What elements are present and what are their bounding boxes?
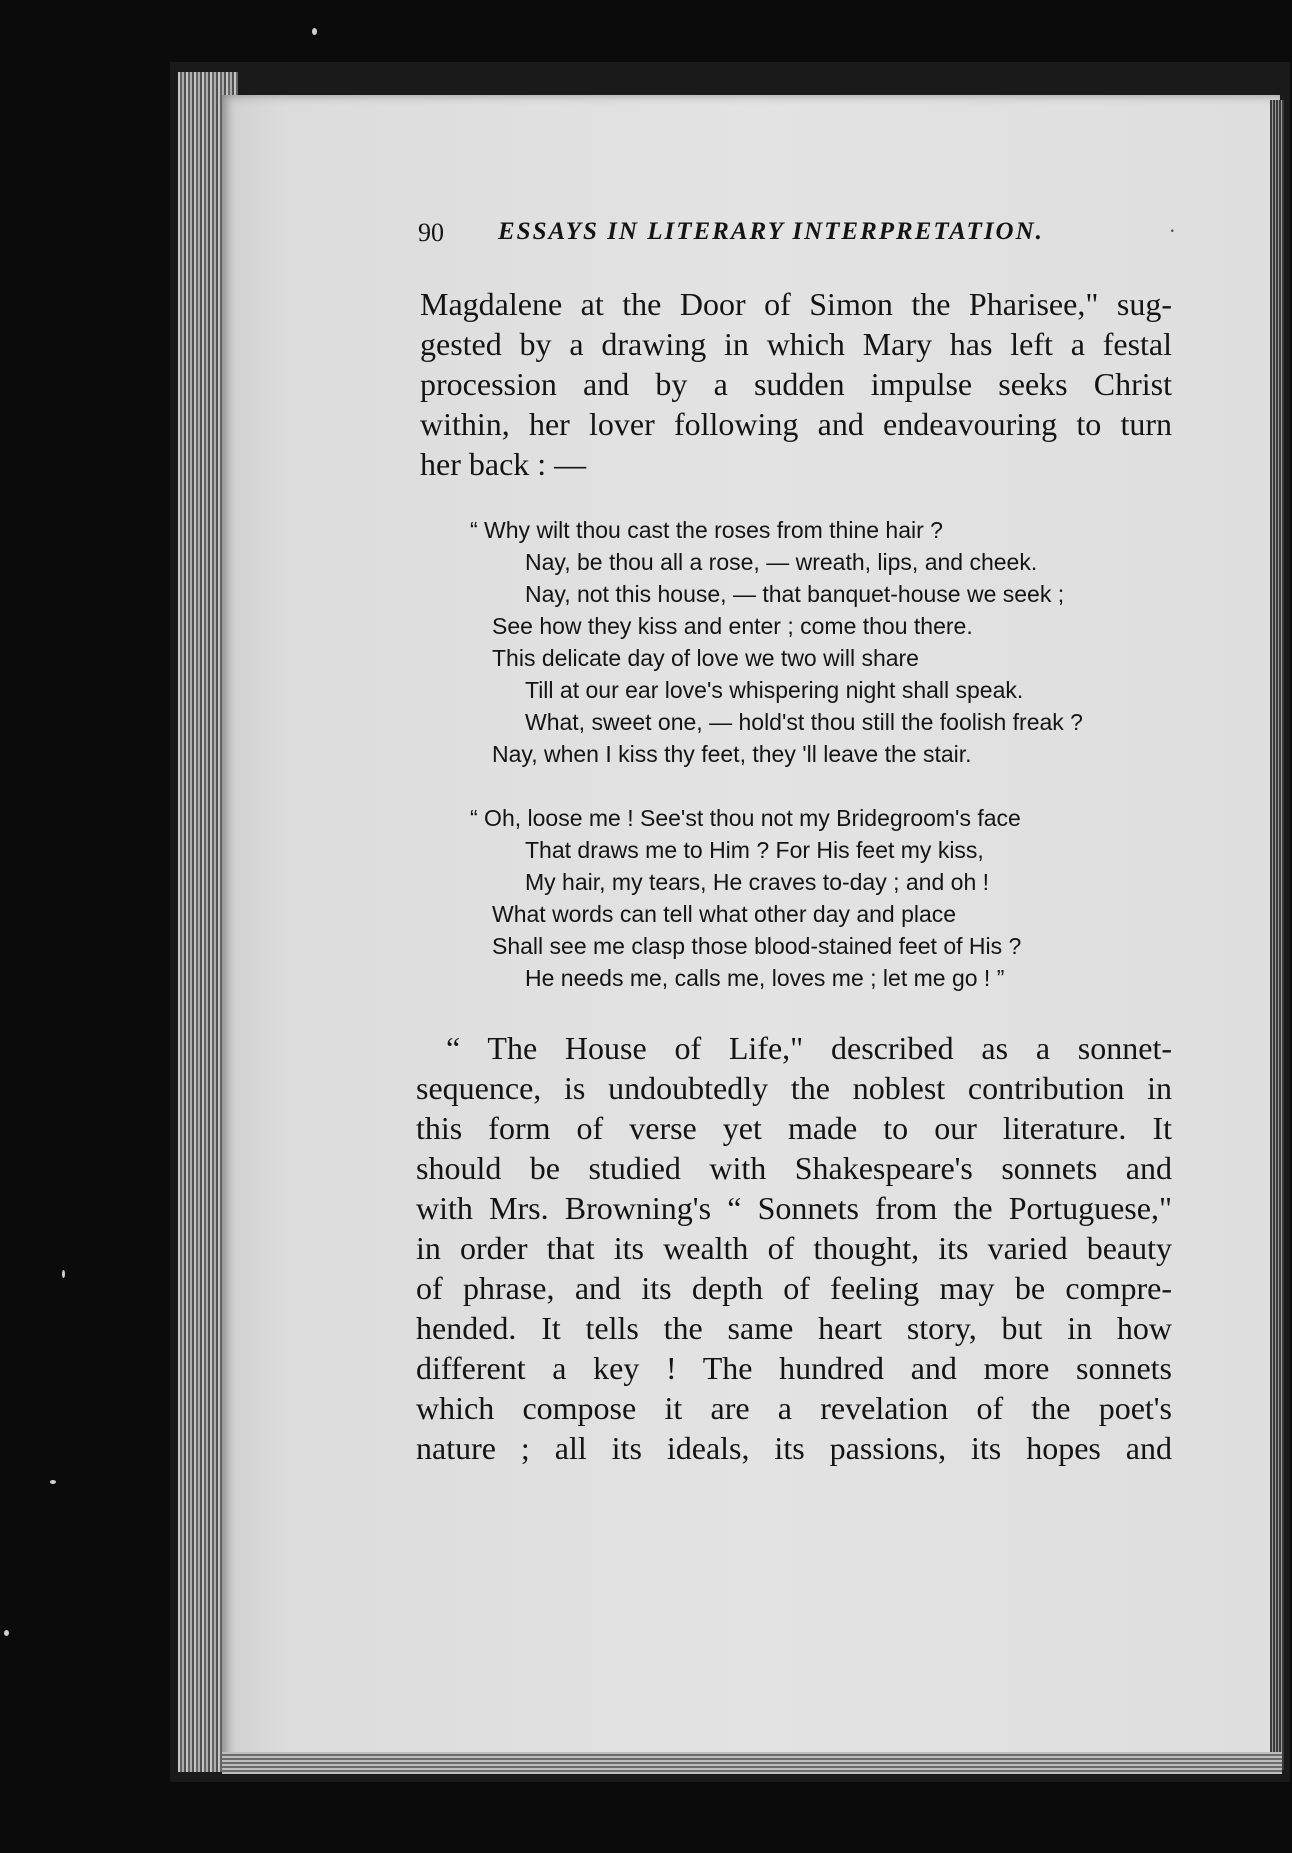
text-line: her back : — (420, 446, 587, 482)
text-line: should be studied with Shakespeare's sonnets and (416, 1150, 1172, 1186)
paragraph-2 (416, 1028, 1172, 1468)
poem-line: Shall see me clasp those blood-stained feet of His ? (492, 933, 1022, 959)
poem-line: What, sweet one, — hold'st thou still the foolish freak ? (525, 709, 1083, 735)
text-line: “ The House of Life," described as a sonnet- (446, 1030, 1172, 1066)
poem-line: What words can tell what other day and place (492, 901, 957, 927)
page-stack-bottom-edge (222, 1752, 1282, 1774)
poem-line: See how they kiss and enter ; come thou there. (492, 613, 973, 639)
text-line: which compose it are a revelation of the poet's (416, 1390, 1172, 1426)
poem-line: My hair, my tears, He craves to-day ; and oh ! (525, 869, 990, 895)
poem-stanza-2 (470, 802, 1170, 994)
dust-speck (4, 1630, 9, 1636)
text-line: nature ; all its ideals, its passions, its hopes and (416, 1430, 1172, 1466)
text-line: different a key ! The hundred and more sonnets (416, 1350, 1172, 1386)
dust-speck (62, 1270, 65, 1278)
running-title: ESSAYS IN LITERARY INTERPRETATION. (498, 218, 1044, 245)
text-line: of phrase, and its depth of feeling may be compre- (416, 1270, 1172, 1306)
dust-speck (312, 28, 317, 35)
running-head (418, 218, 1176, 258)
paragraph-1 (420, 284, 1172, 484)
poem-line: Nay, be thou all a rose, — wreath, lips, and cheek. (525, 549, 1038, 575)
page-number: 90 (418, 218, 444, 247)
text-line: sequence, is undoubtedly the noblest contribution in (416, 1070, 1172, 1106)
poem-line: Nay, not this house, — that banquet-house we seek ; (525, 581, 1065, 607)
text-line: with Mrs. Browning's “ Sonnets from the Portuguese," (416, 1190, 1172, 1226)
poem-line: That draws me to Him ? For His feet my kiss, (525, 837, 984, 863)
text-line: hended. It tells the same heart story, but in how (416, 1310, 1172, 1346)
text-line: procession and by a sudden impulse seeks Christ (420, 366, 1172, 402)
poem-line: Till at our ear love's whispering night shall speak. (525, 677, 1024, 703)
poem-stanza-1 (470, 514, 1170, 770)
poem-line: Nay, when I kiss thy feet, they 'll leave the stair. (492, 741, 972, 767)
poem-line: He needs me, calls me, loves me ; let me go ! ” (525, 965, 1005, 991)
dust-speck (50, 1480, 56, 1484)
text-line: within, her lover following and endeavouring to turn (420, 406, 1172, 442)
text-line: gested by a drawing in which Mary has left a festal (420, 326, 1172, 362)
page-stack-right-edge (1270, 100, 1284, 1770)
header-mark: · (1168, 218, 1176, 243)
poem-line: “ Oh, loose me ! See'st thou not my Bridegroom's face (470, 805, 1021, 831)
text-line: this form of verse yet made to our literature. It (416, 1110, 1172, 1146)
text-line: Magdalene at the Door of Simon the Pharisee," sug- (420, 286, 1172, 322)
text-line: in order that its wealth of thought, its varied beauty (416, 1230, 1172, 1266)
poem-line: “ Why wilt thou cast the roses from thine hair ? (470, 517, 943, 543)
poem-line: This delicate day of love we two will share (492, 645, 919, 671)
